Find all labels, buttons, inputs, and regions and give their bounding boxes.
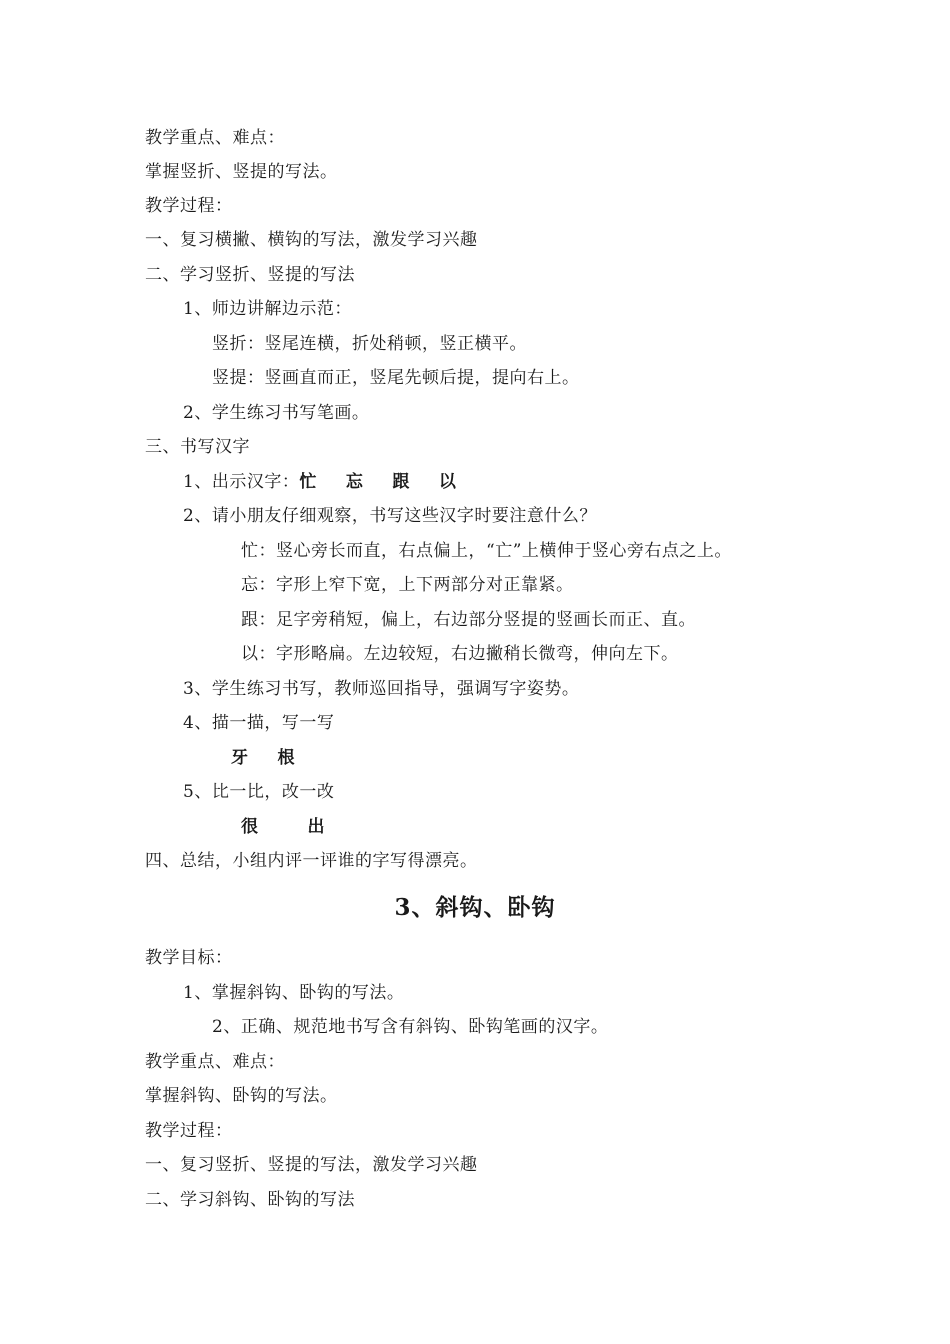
goals-heading: 教学目标：	[145, 948, 233, 968]
char-chu: 出	[307, 817, 325, 837]
key-points-text: 掌握竖折、竖提的写法。	[145, 162, 338, 182]
char-yi: 以	[438, 472, 457, 492]
char-ya: 牙	[231, 748, 249, 768]
goal-2: 2、正确、规范地书写含有斜钩、卧钩笔画的汉字。	[212, 1017, 609, 1037]
step-3-5: 5、比一比，改一改	[183, 782, 335, 802]
note-mang: 忙：竖心旁长而直，右点偏上，“亡”上横伸于竖心旁右点之上。	[241, 541, 732, 561]
note-gen: 跟：足字旁稍短，偏上，右边部分竖提的竖画长而正、直。	[241, 610, 696, 630]
section-title: 3、斜钩、卧钩	[394, 894, 556, 921]
char-gen: 跟	[392, 472, 410, 492]
step-3-5-chars	[241, 816, 325, 838]
step-2-1: 1、师边讲解边示范：	[183, 299, 352, 319]
char-gen-2: 根	[277, 748, 295, 768]
char-hen: 很	[241, 817, 259, 837]
step-3: 三、书写汉字	[145, 437, 250, 457]
note-yi: 以：字形略扁。左边较短，右边撇稍长微弯，伸向左下。	[241, 644, 679, 664]
key-points-text-2: 掌握斜钩、卧钩的写法。	[145, 1086, 338, 1106]
step-1: 一、复习横撇、横钩的写法，激发学习兴趣	[145, 230, 478, 250]
step-2-2: 2、学生练习书写笔画。	[183, 403, 370, 423]
char-wang: 忘	[345, 472, 364, 492]
step-3-2: 2、请小朋友仔细观察，书写这些汉字时要注意什么？	[183, 506, 597, 526]
step-3-4-chars	[231, 747, 295, 769]
goal-1: 1、掌握斜钩、卧钩的写法。	[183, 983, 405, 1003]
process-heading-2: 教学过程：	[145, 1121, 233, 1141]
shuti-description: 竖提：竖画直而正，竖尾先顿后提，提向右上。	[212, 368, 580, 388]
note-wang: 忘：字形上窄下宽，上下两部分对正靠紧。	[241, 575, 574, 595]
key-points-heading: 教学重点、难点：	[145, 128, 285, 148]
char-mang: 忙	[299, 472, 317, 492]
step-4: 四、总结，小组内评一评谁的字写得漂亮。	[145, 851, 478, 871]
shuzhe-description: 竖折：竖尾连横，折处稍顿，竖正横平。	[212, 334, 527, 354]
step-3-1	[183, 471, 456, 493]
step-2-b: 二、学习斜钩、卧钩的写法	[145, 1190, 355, 1210]
step-1-b: 一、复习竖折、竖提的写法，激发学习兴趣	[145, 1155, 478, 1175]
step-3-4: 4、描一描，写一写	[183, 713, 335, 733]
step-3-3: 3、学生练习书写，教师巡回指导，强调写字姿势。	[183, 679, 580, 699]
key-points-heading-2: 教学重点、难点：	[145, 1052, 285, 1072]
process-heading: 教学过程：	[145, 196, 233, 216]
step-2: 二、学习竖折、竖提的写法	[145, 265, 355, 285]
step-3-1-label: 1、出示汉字：	[183, 472, 300, 492]
